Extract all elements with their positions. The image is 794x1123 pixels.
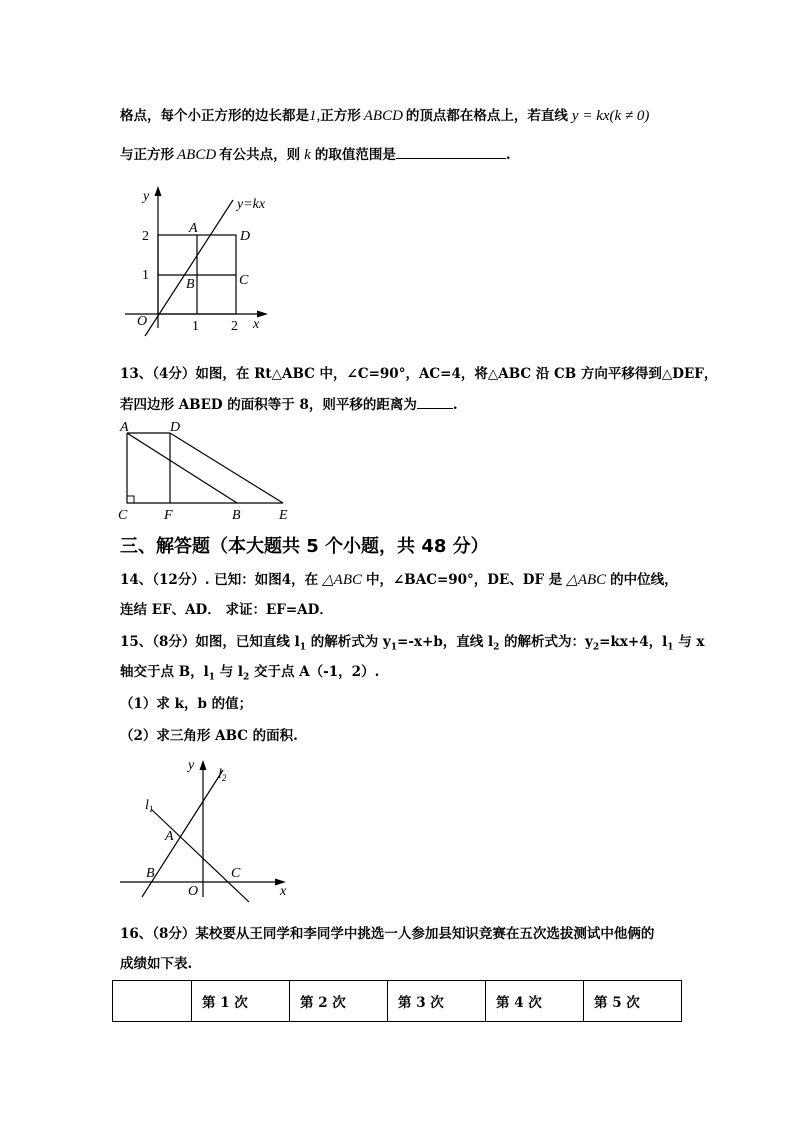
svg-text:C: C <box>231 866 241 881</box>
svg-text:F: F <box>164 508 173 523</box>
svg-text:y: y <box>188 758 195 773</box>
svg-text:B: B <box>232 508 241 523</box>
svg-text:l1: $l_1$ <box>145 798 154 814</box>
line-equation: y = kx(k ≠ 0) <box>571 108 650 124</box>
section-heading: 三、解答题（本大题共 5 个小题，共 48 分） <box>120 536 489 557</box>
table-row <box>113 981 682 1022</box>
q14-line2: 连结 EF、AD． 求证：EF=AD． <box>120 602 333 618</box>
q12-figure <box>115 180 285 350</box>
svg-text:2: 2 <box>142 229 149 244</box>
table-header-cell: 第 1 次 <box>192 981 290 1022</box>
table-header-cell: 第 3 次 <box>388 981 486 1022</box>
table-header-cell <box>113 981 192 1022</box>
svg-text:O: O <box>188 884 199 899</box>
svg-text:1: 1 <box>192 319 199 334</box>
q13-figure <box>115 418 300 523</box>
svg-text:2: 2 <box>231 319 238 334</box>
q13-line2: 若四边形 ABED 的面积等于 8，则平移的距离为 . <box>120 394 458 415</box>
q12-line2: 与正方形 ABCD 有公共点，则 k 的取值范围是 . <box>120 144 511 165</box>
q12-line1: 格点，每个小正方形的边长都是1,正方形 ABCD 的顶点都在格点上，若直线 y = kx(k ≠ 0) <box>120 108 650 124</box>
y-axis-label: y <box>143 189 150 204</box>
q15-line2: 轴交于点 B，$l_1$ 与 $l_2$ 交于点 A（-1，2）. <box>120 664 380 683</box>
svg-text:C: C <box>118 508 128 523</box>
svg-text:B: B <box>186 277 195 292</box>
svg-text:C: C <box>239 273 249 288</box>
svg-text:B: B <box>146 866 155 881</box>
svg-text:D: D <box>240 229 251 244</box>
svg-text:A: A <box>189 221 198 236</box>
table-header-cell: 第 2 次 <box>290 981 388 1022</box>
q15-line1: 15、（8分）如图，已知直线 $l_1$ 的解析式为 $y_1=-x+b$，直线 $l_2$ 的解析式为：$y_2=kx+4$，$l_1$ 与 x <box>120 634 705 653</box>
svg-text:E: E <box>279 508 288 523</box>
svg-text:x: x <box>280 884 287 899</box>
q15-figure <box>112 752 297 902</box>
svg-text:A: A <box>120 420 129 435</box>
q14-line1: 14、（12分）. 已知：如图4，在 △ABC 中，∠BAC=90°，DE、DF 是 △ABC 的中位线， <box>120 572 678 588</box>
svg-text:l2: $l_2$ <box>218 767 227 783</box>
table-header-cell: 第 4 次 <box>486 981 584 1022</box>
q15-part2: （2）求三角形 ABC 的面积. <box>120 728 298 744</box>
q13-line1: 13、（4分）如图，在 Rt△ABC 中，∠C=90°，AC=4，将△ABC 沿 CB 方向平移得到△DEF， <box>120 366 718 382</box>
q16-line2: 成绩如下表. <box>120 956 193 972</box>
svg-text:y=kx: y=kx <box>237 197 266 212</box>
svg-text:D: D <box>170 420 181 435</box>
q16-line1: 16、（8分）某校要从王同学和李同学中挑选一人参加县知识竞赛在五次选拔测试中他俩的 <box>120 926 655 942</box>
q15-part1: （1）求 k，b 的值； <box>120 696 253 712</box>
answer-blank[interactable] <box>396 144 506 159</box>
table-header-cell: 第 5 次 <box>584 981 682 1022</box>
answer-blank[interactable] <box>417 394 453 409</box>
square-name: ABCD <box>363 108 403 124</box>
svg-text:x: x <box>253 317 260 332</box>
svg-text:O: O <box>137 314 148 329</box>
svg-text:A: A <box>165 829 174 844</box>
scores-table <box>112 980 682 1022</box>
svg-text:1: 1 <box>142 268 149 283</box>
